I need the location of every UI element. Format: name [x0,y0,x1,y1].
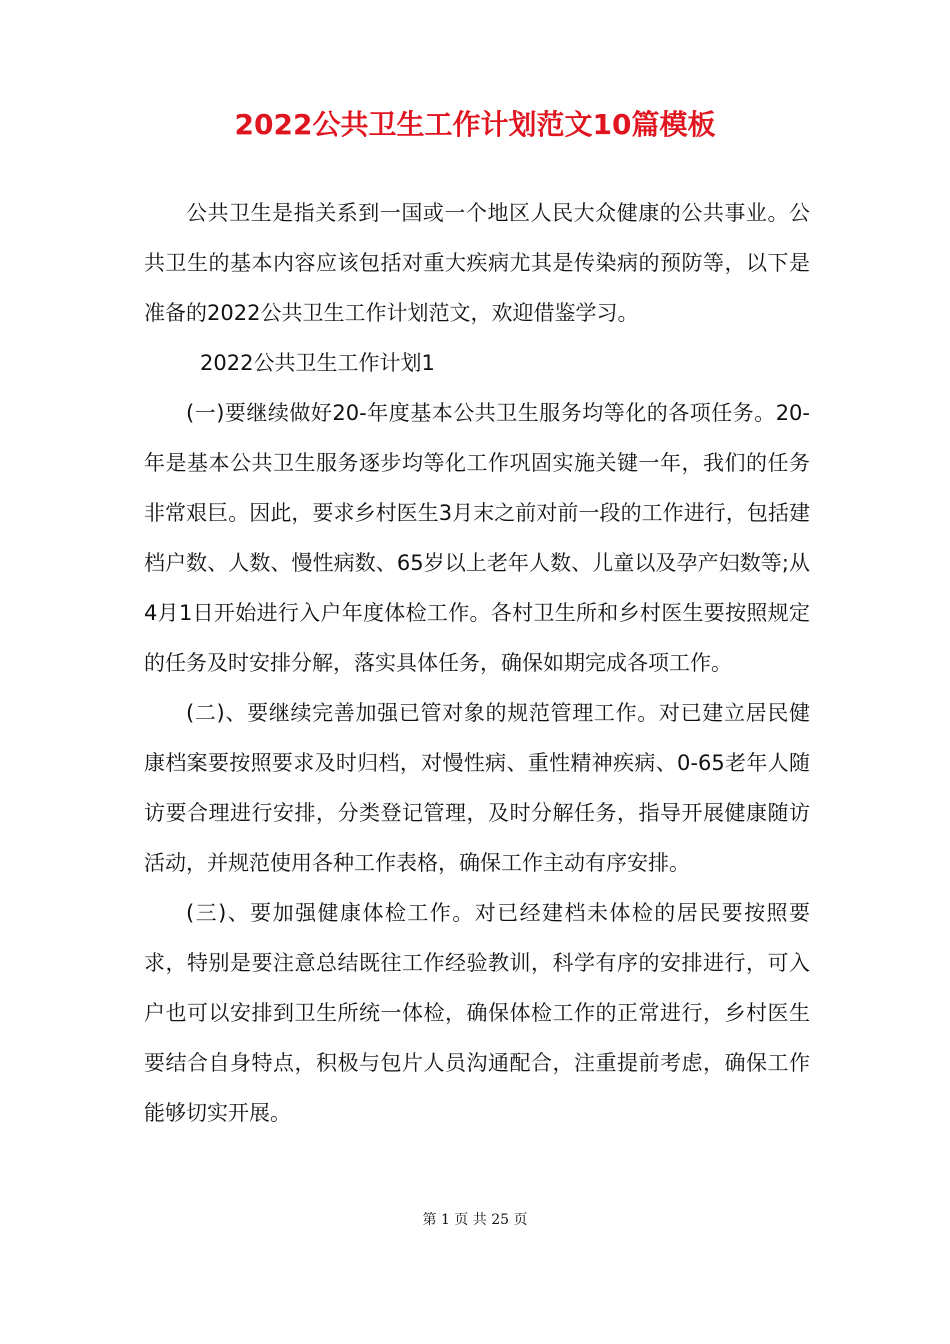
body-paragraph-3: (三)、要加强健康体检工作。对已经建档未体检的居民要按照要求，特别是要注意总结既往工作经验教训，科学有序的安排进行，可入户也可以安排到卫生所统一体检，确保体检工作的正常进行，乡村医生要结合自身特点，积极与包片人员沟通配合，注重提前考虑，确保工作能够切实开展。 [144,901,810,1125]
body-paragraph-1: (一)要继续做好20-年度基本公共卫生服务均等化的各项任务。20-年是基本公共卫生服务逐步均等化工作巩固实施关键一年，我们的任务非常艰巨。因此，要求乡村医生3月末之前对前一段的工作进行，包括建档户数、人数、慢性病数、65岁以上老年人数、儿童以及孕产妇数等;从4月1日开始进行入户年度体检工作。各村卫生所和乡村医生要按照规定的任务及时安排分解，落实具体任务，确保如期完成各项工作。 [144,401,810,675]
page-number-footer: 第 1 页 共 25 页 [422,1212,528,1228]
document-title: 2022公共卫生工作计划范文10篇模板 [234,108,716,141]
document-body [144,188,810,1138]
section-heading: 2022公共卫生工作计划1 [200,351,435,375]
intro-paragraph: 公共卫生是指关系到一国或一个地区人民大众健康的公共事业。公共卫生的基本内容应该包括对重大疾病尤其是传染病的预防等，以下是准备的2022公共卫生工作计划范文，欢迎借鉴学习。 [144,201,810,325]
body-paragraph-2: (二)、要继续完善加强已管对象的规范管理工作。对已建立居民健康档案要按照要求及时归档，对慢性病、重性精神疾病、0-65老年人随访要合理进行安排，分类登记管理，及时分解任务，指导开展健康随访活动，并规范使用各种工作表格，确保工作主动有序安排。 [144,701,810,875]
